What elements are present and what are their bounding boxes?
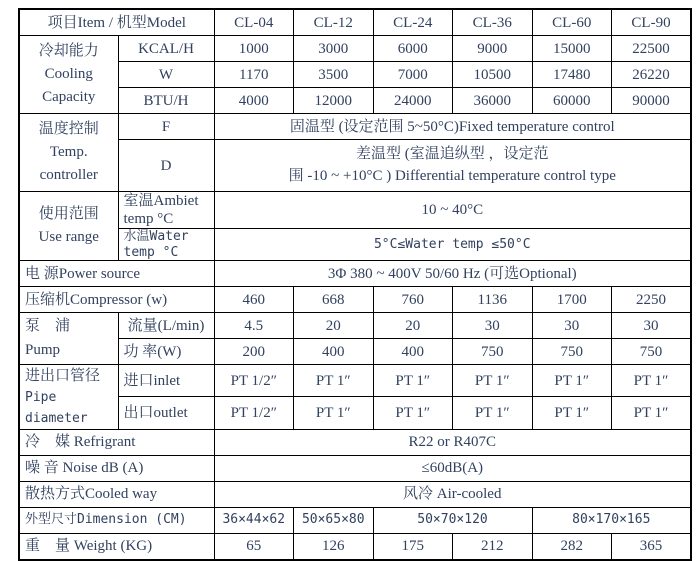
cooled-way-value: 风冷 Air-cooled bbox=[214, 481, 691, 507]
spec-table bbox=[18, 8, 692, 561]
pump-label-en: Pump bbox=[25, 341, 61, 358]
pipe-inlet-row bbox=[19, 365, 691, 397]
compressor-value: 668 bbox=[294, 287, 374, 313]
noise-value: ≤60dB(A) bbox=[214, 455, 691, 481]
cooling-kcal-row bbox=[19, 36, 691, 62]
pump-power-value: 750 bbox=[453, 339, 533, 365]
diff-temp-line1: 差温型 (室温追纵型 ，设定范 bbox=[356, 145, 549, 162]
pump-power-value: 200 bbox=[214, 339, 294, 365]
pipe-inlet-value: PT 1″ bbox=[373, 365, 453, 397]
watt-value: 17480 bbox=[532, 62, 612, 88]
header-item-model: 项目Item / 机型Model bbox=[19, 9, 214, 36]
temp-label-zh: 温度控制 bbox=[38, 120, 99, 137]
row-label-cooled-way: 散热方式Cooled way bbox=[19, 481, 214, 507]
header-model-cl24: CL-24 bbox=[373, 9, 453, 36]
use-range-label-en: Use range bbox=[38, 229, 99, 246]
water-temp-row bbox=[19, 229, 691, 261]
header-model-cl60: CL-60 bbox=[532, 9, 612, 36]
weight-row bbox=[19, 533, 691, 560]
pump-label-zh: 泵 浦 bbox=[25, 318, 71, 335]
cooling-btu-row bbox=[19, 88, 691, 114]
pump-flow-value: 4.5 bbox=[214, 313, 294, 339]
watt-value: 26220 bbox=[612, 62, 692, 88]
pump-flow-value: 30 bbox=[532, 313, 612, 339]
water-temp-value: 5°C≤Water temp ≤50°C bbox=[214, 229, 691, 261]
row-label-temp-controller bbox=[19, 114, 118, 192]
row-label-pump bbox=[19, 313, 118, 365]
dimension-value: 36×44×62 bbox=[214, 507, 294, 533]
header-model-cl90: CL-90 bbox=[612, 9, 692, 36]
btu-value: 60000 bbox=[532, 88, 612, 114]
cooling-label-en2: Capacity bbox=[42, 89, 96, 106]
pipe-outlet-label: 出口outlet bbox=[118, 397, 214, 429]
row-label-power-source: 电 源Power source bbox=[19, 261, 214, 287]
unit-kcal: KCAL/H bbox=[118, 36, 214, 62]
ambient-temp-label: 室温Ambiet temp °C bbox=[118, 192, 214, 229]
cooling-watt-row bbox=[19, 62, 691, 88]
pipe-outlet-value: PT 1/2″ bbox=[214, 397, 294, 429]
kcal-value: 6000 bbox=[373, 36, 453, 62]
pipe-inlet-value: PT 1″ bbox=[453, 365, 533, 397]
btu-value: 4000 bbox=[214, 88, 294, 114]
temp-key-f: F bbox=[118, 114, 214, 140]
kcal-value: 3000 bbox=[294, 36, 374, 62]
header-model-cl04: CL-04 bbox=[214, 9, 294, 36]
kcal-value: 9000 bbox=[453, 36, 533, 62]
header-row bbox=[19, 9, 691, 36]
spec-sheet bbox=[18, 8, 692, 561]
dimension-value: 50×70×120 bbox=[373, 507, 532, 533]
compressor-value: 760 bbox=[373, 287, 453, 313]
kcal-value: 15000 bbox=[532, 36, 612, 62]
row-label-compressor: 压缩机Compressor (w) bbox=[19, 287, 214, 313]
power-source-value: 3Φ 380 ~ 400V 50/60 Hz (可选Optional) bbox=[214, 261, 691, 287]
pipe-label-zh: 进出口管径 bbox=[25, 368, 101, 385]
pump-power-label: 功 率(W) bbox=[118, 339, 214, 365]
weight-value: 175 bbox=[373, 533, 453, 560]
watt-value: 7000 bbox=[373, 62, 453, 88]
pipe-inlet-label: 进口inlet bbox=[118, 365, 214, 397]
pump-power-value: 400 bbox=[294, 339, 374, 365]
row-label-refrigerant: 冷 媒 Refrigrant bbox=[19, 429, 214, 455]
watt-value: 3500 bbox=[294, 62, 374, 88]
pump-power-value: 750 bbox=[532, 339, 612, 365]
dimension-value: 50×65×80 bbox=[294, 507, 374, 533]
refrigerant-row bbox=[19, 429, 691, 455]
compressor-value: 1136 bbox=[453, 287, 533, 313]
pipe-outlet-value: PT 1″ bbox=[532, 397, 612, 429]
weight-value: 126 bbox=[294, 533, 374, 560]
dimension-value: 80×170×165 bbox=[532, 507, 691, 533]
cooling-label-zh: 冷却能力 bbox=[38, 42, 99, 59]
btu-value: 12000 bbox=[294, 88, 374, 114]
row-label-use-range bbox=[19, 192, 118, 261]
row-label-pipe-diameter bbox=[19, 365, 118, 430]
pump-flow-value: 20 bbox=[294, 313, 374, 339]
unit-btu: BTU/H bbox=[118, 88, 214, 114]
btu-value: 36000 bbox=[453, 88, 533, 114]
btu-value: 90000 bbox=[612, 88, 692, 114]
temp-key-d: D bbox=[118, 140, 214, 192]
pipe-inlet-value: PT 1″ bbox=[532, 365, 612, 397]
diff-temp-control-value bbox=[214, 140, 691, 192]
header-model-cl36: CL-36 bbox=[453, 9, 533, 36]
row-label-noise: 噪 音 Noise dB (A) bbox=[19, 455, 214, 481]
compressor-value: 460 bbox=[214, 287, 294, 313]
row-label-cooling-capacity bbox=[19, 36, 118, 114]
header-model-cl12: CL-12 bbox=[294, 9, 374, 36]
temp-label-en1: Temp. bbox=[49, 143, 88, 160]
noise-row bbox=[19, 455, 691, 481]
cooling-label-en1: Cooling bbox=[44, 65, 93, 82]
pipe-outlet-row bbox=[19, 397, 691, 429]
dimension-row bbox=[19, 507, 691, 533]
weight-value: 65 bbox=[214, 533, 294, 560]
pipe-inlet-value: PT 1/2″ bbox=[214, 365, 294, 397]
pipe-outlet-value: PT 1″ bbox=[612, 397, 692, 429]
use-range-label-zh: 使用范围 bbox=[38, 205, 99, 222]
temp-diff-row bbox=[19, 140, 691, 192]
weight-value: 365 bbox=[612, 533, 692, 560]
unit-watt: W bbox=[118, 62, 214, 88]
ambient-temp-row bbox=[19, 192, 691, 229]
water-temp-label: 水温Water temp °C bbox=[118, 229, 214, 261]
pump-flow-value: 30 bbox=[453, 313, 533, 339]
diff-temp-line2: 围 -10 ~ +10°C ) Differential temperature control type bbox=[288, 167, 616, 184]
temp-label-en2: controller bbox=[39, 167, 98, 184]
pipe-outlet-value: PT 1″ bbox=[453, 397, 533, 429]
pump-flow-row bbox=[19, 313, 691, 339]
pipe-outlet-value: PT 1″ bbox=[294, 397, 374, 429]
weight-value: 212 bbox=[453, 533, 533, 560]
pump-power-row bbox=[19, 339, 691, 365]
pump-power-value: 750 bbox=[612, 339, 692, 365]
row-label-weight: 重 量 Weight (KG) bbox=[19, 533, 214, 560]
kcal-value: 22500 bbox=[612, 36, 692, 62]
compressor-value: 2250 bbox=[612, 287, 692, 313]
pump-flow-value: 20 bbox=[373, 313, 453, 339]
watt-value: 1170 bbox=[214, 62, 294, 88]
pump-flow-value: 30 bbox=[612, 313, 692, 339]
temp-fixed-row bbox=[19, 114, 691, 140]
refrigerant-value: R22 or R407C bbox=[214, 429, 691, 455]
pipe-outlet-value: PT 1″ bbox=[373, 397, 453, 429]
compressor-row bbox=[19, 287, 691, 313]
pump-flow-label: 流量(L/min) bbox=[118, 313, 214, 339]
power-source-row bbox=[19, 261, 691, 287]
compressor-value: 1700 bbox=[532, 287, 612, 313]
row-label-dimension: 外型尺寸Dimension (CM) bbox=[19, 507, 214, 533]
pipe-inlet-value: PT 1″ bbox=[294, 365, 374, 397]
pump-power-value: 400 bbox=[373, 339, 453, 365]
btu-value: 24000 bbox=[373, 88, 453, 114]
pipe-inlet-value: PT 1″ bbox=[612, 365, 692, 397]
watt-value: 10500 bbox=[453, 62, 533, 88]
ambient-temp-value: 10 ~ 40°C bbox=[214, 192, 691, 229]
cooled-way-row bbox=[19, 481, 691, 507]
weight-value: 282 bbox=[532, 533, 612, 560]
pipe-label-en: Pipe diameter bbox=[25, 390, 88, 426]
fixed-temp-control-value: 固温型 (设定范围 5~50°C)Fixed temperature control bbox=[214, 114, 691, 140]
kcal-value: 1000 bbox=[214, 36, 294, 62]
